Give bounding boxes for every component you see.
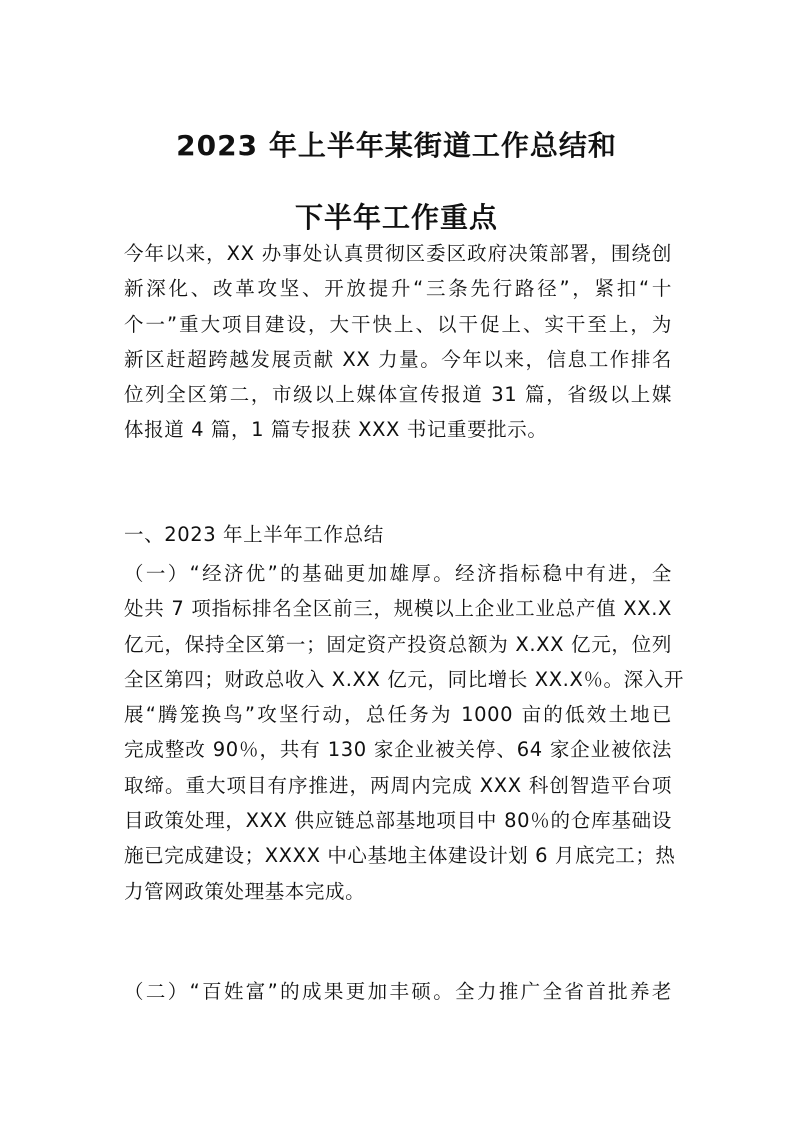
section-heading-text: 一、2023 年上半年工作总结 [124,523,384,546]
document-title-line-2: 下半年工作重点 [294,201,498,234]
document-title-line-1: 2023 年上半年某街道工作总结和 [176,129,617,162]
paragraph-line: （二）“百姓富”的成果更加丰硕。全力推广全省首批养老 [124,980,672,1003]
paragraph-line: 新区赶超跨越发展贡献 XX 力量。今年以来，信息工作排名 [124,347,672,371]
paragraph-line: 力管网政策处理基本完成。 [124,879,366,903]
paragraph-line: 处共 7 项指标排名全区前三，规模以上企业工业总产值 XX.X [124,597,672,621]
intro-paragraph [124,236,672,448]
section-heading [124,517,672,552]
paragraph-line: 亿元，保持全区第一；固定资产投资总额为 X.XX 亿元，位列 [124,632,672,656]
livelihood-paragraph [124,974,672,1009]
paragraph-line: 位列全区第二，市级以上媒体宣传报道 31 篇，省级以上媒 [124,383,672,407]
paragraph-line: 展“腾笼换鸟”攻坚行动，总任务为 1000 亩的低效土地已 [124,703,672,727]
paragraph-line: 个一”重大项目建设，大干快上、以干促上、实干至上，为 [124,312,672,336]
paragraph-line: 体报道 4 篇，1 篇专报获 XXX 书记重要批示。 [124,418,548,442]
paragraph-line: 施已完成建设；XXXX 中心基地主体建设计划 6 月底完工；热 [124,844,676,868]
paragraph-line: （一）“经济优”的基础更加雄厚。经济指标稳中有进，全 [124,562,672,585]
paragraph-line: 今年以来，XX 办事处认真贯彻区委区政府决策部署，围绕创 [124,242,672,265]
economy-paragraph [124,556,684,909]
paragraph-line: 全区第四；财政总收入 X.XX 亿元，同比增长 XX.X％。深入开 [124,667,684,691]
paragraph-line: 目政策处理，XXX 供应链总部基地项目中 80％的仓库基础设 [124,809,672,833]
paragraph-line: 完成整改 90％，共有 130 家企业被关停、64 家企业被依法 [124,738,672,762]
paragraph-line: 新深化、改革攻坚、开放提升“三条先行路径”，紧扣“十 [124,277,672,301]
paragraph-line: 取缔。重大项目有序推进，两周内完成 XXX 科创智造平台项 [124,773,672,797]
